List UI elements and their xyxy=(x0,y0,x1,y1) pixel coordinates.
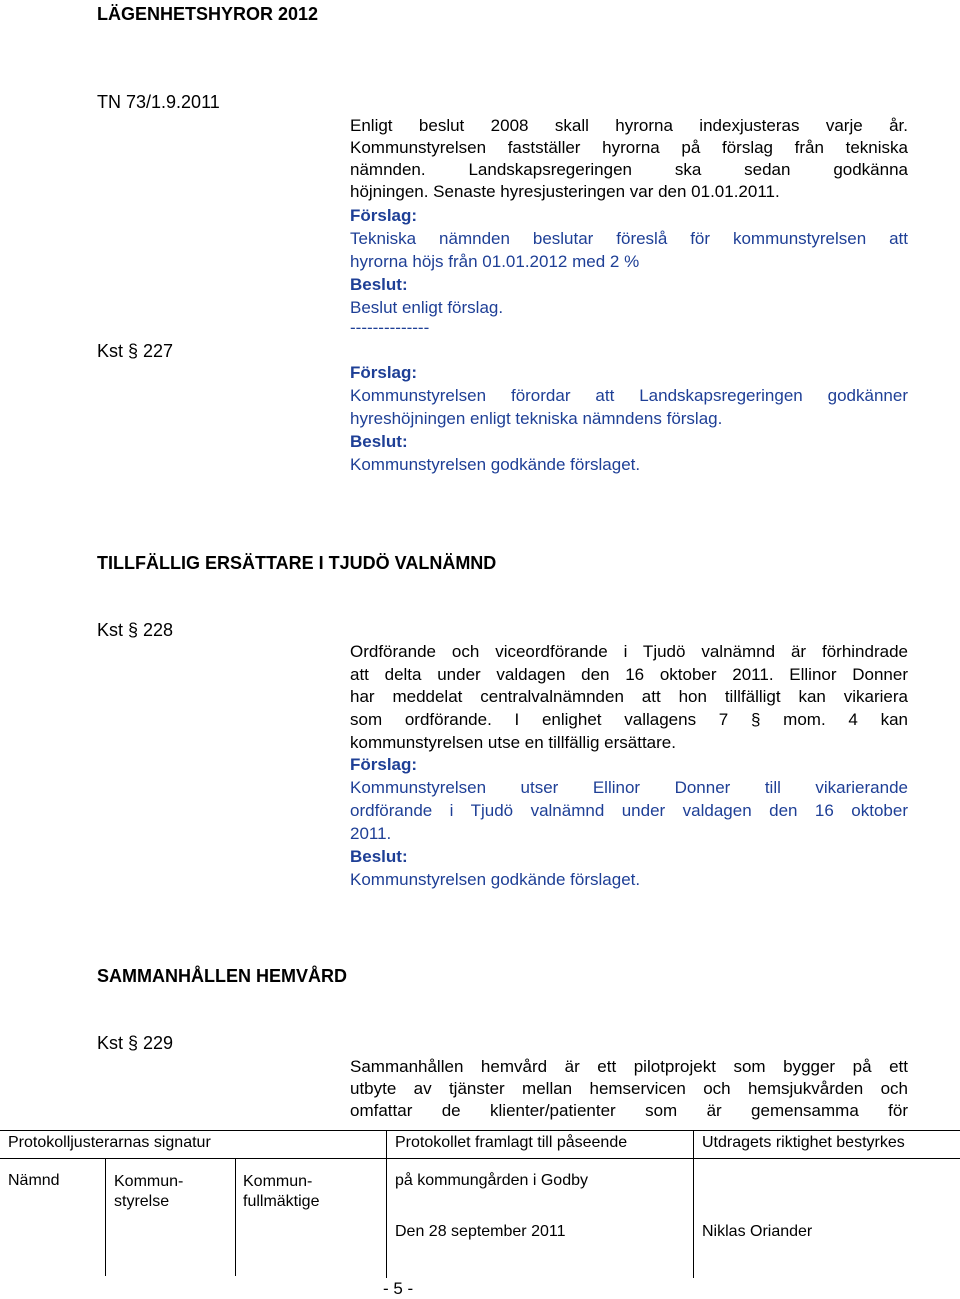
s2-beslut-label: Beslut: xyxy=(350,847,408,866)
s2-body-line-1: Ordförande och viceordförande i Tjudö valnämnd är förhindrade xyxy=(350,642,908,661)
footer-kommunfullmäktige: Kommun- fullmäktige xyxy=(243,1173,320,1210)
s3-body-line-3: omfattar de klienter/patienter som är gemensamma för xyxy=(350,1101,908,1120)
s1-intro-line-3: nämnden. Landskapsregeringen ska sedan godkänna xyxy=(350,160,908,179)
s2-body-line-4: som ordförande. I enlighet vallagens 7 § mom. 4 kan xyxy=(350,710,908,729)
s1-tn-forslag-label: Förslag: xyxy=(350,206,418,225)
footer-signer: Niklas Oriander xyxy=(702,1223,813,1240)
footer-col1-header: Protokolljusterarnas signatur xyxy=(8,1134,211,1151)
s1-tn-beslut: Beslut enligt förslag. xyxy=(350,298,504,317)
s1-ks-forslag-line-1: Kommunstyrelsen förordar att Landskapsregeringen godkänner xyxy=(350,386,908,405)
s2-body-line-3: har meddelat centralvalnämnden att hon tillfälligt kan vikariera xyxy=(350,687,908,706)
footer-divider-1 xyxy=(386,1130,387,1278)
footer-divider-nämnd xyxy=(105,1158,106,1276)
s1-tn-beslut-label: Beslut: xyxy=(350,275,408,294)
kst-228: Kst § 228 xyxy=(97,620,174,640)
kst-227: Kst § 227 xyxy=(97,341,174,361)
tn-reference: TN 73/1.9.2011 xyxy=(97,92,220,112)
s1-separator: -------------- xyxy=(350,318,430,337)
s2-body-line-2: att delta under valdagen den 16 oktober 2011. Ellinor Donner xyxy=(350,665,908,684)
page-title: LÄGENHETSHYROR 2012 xyxy=(97,4,319,24)
s1-ks-beslut: Kommunstyrelsen godkände förslaget. xyxy=(350,455,641,474)
s1-ks-forslag-label: Förslag: xyxy=(350,363,418,382)
s2-beslut: Kommunstyrelsen godkände förslaget. xyxy=(350,870,641,889)
s1-tn-forslag-line-2: hyrorna höjs från 01.01.2012 med 2 % xyxy=(350,252,640,271)
footer-divider-2 xyxy=(693,1130,694,1278)
s2-forslag-line-1: Kommunstyrelsen utser Ellinor Donner till vikarierande xyxy=(350,778,908,797)
footer-col3-header: Utdragets riktighet bestyrkes xyxy=(702,1134,905,1151)
s3-body-line-2: utbyte av tjänster mellan hemservicen och hemsjukvården och xyxy=(350,1079,908,1098)
footer-top-rule xyxy=(0,1130,960,1131)
footer-header-rule xyxy=(0,1158,960,1159)
s1-intro-line-2: Kommunstyrelsen fastställer hyrorna på förslag från tekniska xyxy=(350,138,908,157)
s1-intro-line-4: höjningen. Senaste hyresjusteringen var den 01.01.2011. xyxy=(350,182,780,201)
s3-body-line-1: Sammanhållen hemvård är ett pilotprojekt som bygger på ett xyxy=(350,1057,908,1076)
footer-col2-header: Protokollet framlagt till påseende xyxy=(395,1134,628,1151)
s2-heading: TILLFÄLLIG ERSÄTTARE I TJUDÖ VALNÄMND xyxy=(97,553,497,573)
page-number: - 5 - xyxy=(383,1279,414,1298)
footer-divider-ks xyxy=(235,1158,236,1276)
s2-body-line-5: kommunstyrelsen utse en tillfällig ersättare. xyxy=(350,733,676,752)
s1-ks-forslag-line-2: hyreshöjningen enligt tekniska nämndens förslag. xyxy=(350,409,723,428)
s1-tn-forslag-line-1: Tekniska nämnden beslutar föreslå för kommunstyrelsen att xyxy=(350,229,908,248)
s2-forslag-label: Förslag: xyxy=(350,755,418,774)
kst-229: Kst § 229 xyxy=(97,1033,174,1053)
footer-date: Den 28 september 2011 xyxy=(395,1223,566,1240)
footer-kommunstyrelse: Kommun- styrelse xyxy=(114,1173,184,1210)
s3-heading: SAMMANHÅLLEN HEMVÅRD xyxy=(97,966,347,986)
footer-place: på kommungården i Godby xyxy=(395,1172,588,1189)
s2-forslag-line-3: 2011. xyxy=(350,824,392,843)
s2-forslag-line-2: ordförande i Tjudö valnämnd under valdagen den 16 oktober xyxy=(350,801,908,820)
s1-intro-line-1: Enligt beslut 2008 skall hyrorna indexjusteras varje år. xyxy=(350,116,908,135)
footer-nämnd: Nämnd xyxy=(8,1172,60,1189)
s1-ks-beslut-label: Beslut: xyxy=(350,432,408,451)
